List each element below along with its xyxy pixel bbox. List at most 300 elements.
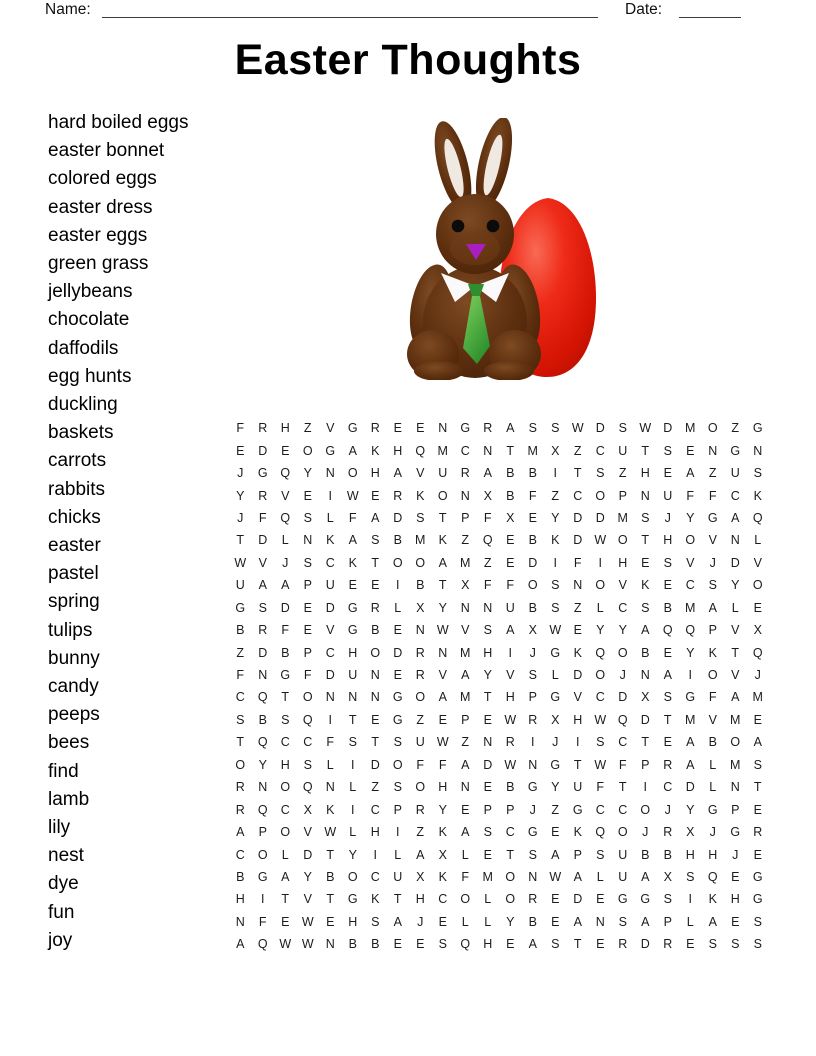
grid-letter: Z [416, 712, 425, 727]
grid-letter: P [303, 645, 312, 660]
grid-letter: I [553, 466, 557, 481]
grid-letter: S [551, 600, 560, 615]
grid-letter: O [347, 466, 358, 481]
grid-letter: Q [302, 780, 313, 795]
grid-letter: A [573, 914, 582, 929]
grid-letter: G [617, 892, 628, 907]
grid-letter: S [753, 937, 762, 952]
grid-letter: S [303, 555, 312, 570]
grid-letter: L [394, 847, 402, 862]
word-list-item: pastel [48, 563, 99, 585]
grid-letter: V [438, 668, 447, 683]
grid-letter: O [617, 645, 628, 660]
grid-letter: Q [302, 712, 313, 727]
grid-letter: S [416, 510, 425, 525]
grid-letter: E [483, 780, 492, 795]
grid-letter: G [752, 421, 763, 436]
grid-letter: D [640, 937, 650, 952]
grid-letter: B [528, 466, 537, 481]
grid-letter: I [688, 892, 692, 907]
grid-letter: V [753, 555, 762, 570]
grid-letter: X [641, 690, 650, 705]
grid-letter: U [618, 847, 628, 862]
grid-letter: S [753, 757, 762, 772]
word-list-item: jellybeans [48, 281, 133, 303]
grid-letter: N [483, 443, 493, 458]
bunny-left-eye [452, 220, 465, 233]
grid-letter: N [438, 645, 448, 660]
grid-letter: H [280, 757, 290, 772]
grid-letter: U [348, 668, 358, 683]
grid-letter: S [528, 847, 537, 862]
grid-letter: P [506, 802, 515, 817]
grid-letter: E [506, 555, 515, 570]
grid-letter: J [529, 802, 536, 817]
grid-letter: S [596, 466, 605, 481]
grid-letter: K [551, 533, 560, 548]
grid-letter: Y [506, 914, 515, 929]
grid-letter: K [438, 869, 447, 884]
grid-letter: S [596, 735, 605, 750]
grid-letter: I [261, 892, 265, 907]
grid-letter: Q [752, 645, 763, 660]
grid-letter: N [730, 533, 740, 548]
grid-letter: F [686, 488, 695, 503]
grid-letter: F [236, 668, 245, 683]
grid-letter: Z [573, 600, 582, 615]
grid-letter: M [460, 645, 471, 660]
grid-letter: T [236, 533, 245, 548]
grid-letter: X [551, 443, 560, 458]
grid-letter: A [258, 578, 267, 593]
grid-letter: B [236, 869, 245, 884]
grid-letter: I [351, 802, 355, 817]
grid-letter: J [642, 825, 649, 840]
word-list-item: easter dress [48, 196, 153, 218]
grid-letter: G [707, 802, 718, 817]
grid-letter: R [460, 466, 470, 481]
grid-letter: V [731, 623, 740, 638]
grid-letter: N [460, 488, 470, 503]
grid-letter: K [573, 645, 582, 660]
grid-letter: E [506, 937, 515, 952]
grid-letter: B [528, 600, 537, 615]
grid-letter: B [528, 914, 537, 929]
grid-letter: I [328, 712, 332, 727]
grid-letter: A [393, 466, 402, 481]
grid-letter: G [347, 421, 358, 436]
grid-letter: M [685, 421, 696, 436]
grid-letter: S [483, 825, 492, 840]
grid-letter: E [753, 847, 762, 862]
grid-letter: N [325, 937, 335, 952]
grid-letter: K [326, 802, 335, 817]
grid-letter: Z [461, 533, 470, 548]
grid-letter: G [730, 825, 741, 840]
grid-letter: U [393, 869, 403, 884]
grid-letter: F [303, 668, 312, 683]
grid-letter: B [348, 937, 357, 952]
grid-letter: G [280, 668, 291, 683]
grid-letter: U [438, 466, 448, 481]
word-list-item: egg hunts [48, 365, 132, 387]
grid-letter: S [348, 735, 357, 750]
grid-letter: O [437, 488, 448, 503]
grid-letter: C [303, 735, 313, 750]
grid-letter: L [461, 847, 469, 862]
grid-letter: S [663, 443, 672, 458]
grid-letter: D [573, 533, 583, 548]
grid-letter: G [257, 869, 268, 884]
grid-letter: E [371, 712, 380, 727]
grid-letter: T [641, 735, 650, 750]
grid-letter: E [281, 443, 290, 458]
grid-letter: P [663, 914, 672, 929]
grid-letter: M [460, 555, 471, 570]
grid-letter: R [483, 421, 493, 436]
grid-letter: T [438, 578, 447, 593]
grid-letter: D [573, 892, 583, 907]
grid-letter: E [438, 914, 447, 929]
grid-letter: V [461, 623, 470, 638]
grid-letter: I [643, 780, 647, 795]
grid-letter: A [686, 735, 695, 750]
grid-letter: Z [708, 466, 717, 481]
grid-letter: L [394, 600, 402, 615]
word-list-item: carrots [48, 450, 107, 472]
grid-letter: N [370, 690, 380, 705]
grid-letter: P [573, 847, 582, 862]
word-list-item: rabbits [48, 478, 106, 500]
grid-letter: Z [461, 735, 470, 750]
grid-letter: U [618, 443, 628, 458]
grid-letter: H [370, 825, 380, 840]
grid-letter: K [573, 825, 582, 840]
grid-letter: N [640, 488, 650, 503]
grid-letter: F [281, 623, 290, 638]
grid-letter: F [528, 488, 537, 503]
grid-letter: I [351, 757, 355, 772]
grid-letter: J [237, 510, 244, 525]
grid-letter: N [753, 443, 763, 458]
grid-letter: Q [595, 645, 606, 660]
grid-letter: M [685, 600, 696, 615]
grid-letter: X [551, 712, 560, 727]
grid-letter: B [393, 533, 402, 548]
word-list-item: baskets [48, 422, 114, 444]
grid-letter: V [708, 533, 717, 548]
grid-letter: N [258, 668, 268, 683]
grid-letter: V [303, 892, 312, 907]
grid-letter: S [618, 914, 627, 929]
grid-letter: E [393, 937, 402, 952]
grid-letter: N [325, 690, 335, 705]
word-list-item: daffodils [48, 337, 119, 359]
grid-letter: E [663, 735, 672, 750]
grid-letter: E [416, 937, 425, 952]
grid-letter: F [461, 869, 470, 884]
grid-letter: U [415, 735, 425, 750]
grid-letter: J [664, 802, 671, 817]
grid-letter: D [325, 600, 335, 615]
grid-letter: N [460, 780, 470, 795]
grid-letter: T [731, 645, 740, 660]
grid-letter: L [686, 914, 694, 929]
grid-letter: E [528, 510, 537, 525]
grid-letter: A [506, 623, 515, 638]
grid-letter: O [595, 668, 606, 683]
grid-letter: W [571, 421, 584, 436]
grid-letter: M [617, 510, 628, 525]
grid-letter: E [461, 802, 470, 817]
grid-letter: B [236, 623, 245, 638]
grid-letter: B [506, 780, 515, 795]
grid-letter: R [370, 600, 380, 615]
grid-letter: P [731, 802, 740, 817]
grid-letter: L [731, 600, 739, 615]
grid-letter: Z [303, 421, 312, 436]
word-list-item: duckling [48, 394, 118, 416]
grid-letter: T [236, 735, 245, 750]
grid-letter: X [686, 825, 695, 840]
grid-letter: L [551, 668, 559, 683]
grid-letter: H [663, 533, 673, 548]
grid-letter: V [258, 555, 267, 570]
grid-letter: E [686, 443, 695, 458]
word-list-item: hard boiled eggs [48, 112, 189, 133]
grid-letter: A [686, 466, 695, 481]
grid-letter: A [731, 510, 740, 525]
grid-letter: H [505, 690, 515, 705]
grid-letter: Q [662, 623, 673, 638]
grid-letter: C [663, 780, 673, 795]
grid-letter: C [280, 735, 290, 750]
grid-letter: T [753, 780, 762, 795]
grid-letter: O [640, 802, 651, 817]
grid-letter: S [393, 735, 402, 750]
grid-letter: Z [371, 780, 380, 795]
grid-letter: H [730, 892, 740, 907]
grid-letter: G [730, 443, 741, 458]
grid-letter: O [392, 757, 403, 772]
grid-letter: R [235, 802, 245, 817]
grid-letter: R [753, 825, 763, 840]
grid-letter: I [373, 847, 377, 862]
grid-letter: K [371, 892, 380, 907]
grid-letter: O [707, 421, 718, 436]
grid-letter: A [348, 443, 357, 458]
grid-letter: B [506, 488, 515, 503]
grid-letter: N [235, 914, 245, 929]
grid-letter: P [641, 757, 650, 772]
grid-letter: L [484, 914, 492, 929]
grid-letter: X [416, 600, 425, 615]
grid-letter: W [504, 712, 517, 727]
grid-letter: Z [483, 555, 492, 570]
grid-letter: X [416, 869, 425, 884]
grid-letter: W [594, 757, 607, 772]
grid-letter: Y [303, 869, 312, 884]
grid-letter: N [483, 735, 493, 750]
grid-letter: F [483, 578, 492, 593]
grid-letter: Y [551, 780, 560, 795]
grid-letter: E [641, 555, 650, 570]
grid-letter: Y [731, 578, 740, 593]
grid-letter: T [663, 712, 672, 727]
grid-letter: H [438, 780, 448, 795]
word-list-item: find [48, 760, 79, 782]
grid-letter: R [618, 937, 628, 952]
grid-letter: N [528, 869, 538, 884]
grid-letter: L [326, 757, 334, 772]
grid-letter: O [595, 578, 606, 593]
grid-letter: C [460, 443, 470, 458]
grid-letter: I [553, 555, 557, 570]
grid-letter: Q [257, 937, 268, 952]
grid-letter: H [573, 712, 583, 727]
grid-letter: N [573, 578, 583, 593]
grid-letter: K [438, 533, 447, 548]
grid-letter: E [551, 892, 560, 907]
grid-letter: O [280, 825, 291, 840]
grid-letter: X [438, 847, 447, 862]
grid-letter: Q [257, 735, 268, 750]
chocolate-bunny-egg-illustration [395, 118, 600, 380]
grid-letter: G [707, 510, 718, 525]
grid-letter: Z [236, 645, 245, 660]
grid-letter: W [346, 488, 359, 503]
grid-letter: D [573, 668, 583, 683]
grid-letter: T [371, 555, 380, 570]
grid-letter: A [281, 869, 290, 884]
grid-letter: H [483, 645, 493, 660]
grid-letter: H [483, 937, 493, 952]
grid-letter: D [640, 712, 650, 727]
grid-letter: T [326, 847, 335, 862]
grid-letter: C [685, 578, 695, 593]
grid-letter: E [393, 668, 402, 683]
grid-letter: D [258, 533, 268, 548]
grid-letter: B [663, 600, 672, 615]
grid-letter: N [460, 600, 470, 615]
grid-letter: T [641, 443, 650, 458]
grid-letter: B [708, 735, 717, 750]
word-list-item: colored eggs [48, 168, 157, 190]
grid-letter: L [709, 780, 717, 795]
grid-letter: P [708, 623, 717, 638]
grid-letter: A [708, 600, 717, 615]
word-list-item: fun [48, 901, 75, 923]
grid-letter: A [663, 668, 672, 683]
grid-letter: G [640, 892, 651, 907]
grid-letter: R [393, 488, 403, 503]
word-list-item: dye [48, 873, 79, 895]
grid-letter: C [370, 869, 380, 884]
grid-letter: Y [596, 623, 605, 638]
grid-letter: O [257, 847, 268, 862]
grid-letter: T [483, 690, 492, 705]
grid-letter: L [461, 914, 469, 929]
grid-letter: T [573, 757, 582, 772]
grid-letter: E [753, 600, 762, 615]
grid-letter: H [280, 421, 290, 436]
grid-letter: J [529, 645, 536, 660]
grid-letter: R [258, 421, 268, 436]
grid-letter: G [550, 757, 561, 772]
grid-letter: O [707, 668, 718, 683]
grid-letter: U [618, 869, 628, 884]
word-list-item: tulips [48, 619, 93, 641]
grid-letter: W [279, 937, 292, 952]
grid-letter: V [708, 712, 717, 727]
grid-letter: E [663, 466, 672, 481]
grid-letter: G [257, 466, 268, 481]
grid-letter: U [573, 780, 583, 795]
grid-letter: O [280, 780, 291, 795]
grid-letter: A [708, 914, 717, 929]
grid-letter: N [595, 914, 605, 929]
grid-letter: C [618, 802, 628, 817]
grid-letter: D [528, 555, 538, 570]
grid-letter: N [258, 780, 268, 795]
grid-letter: A [753, 735, 762, 750]
grid-letter: A [641, 914, 650, 929]
grid-letter: S [753, 466, 762, 481]
page-title: Easter Thoughts [234, 36, 582, 84]
grid-letter: Y [348, 847, 357, 862]
grid-letter: S [708, 937, 717, 952]
grid-letter: G [685, 690, 696, 705]
grid-letter: I [328, 488, 332, 503]
grid-letter: H [708, 847, 718, 862]
word-list-item: easter [48, 535, 101, 557]
grid-letter: E [731, 869, 740, 884]
grid-letter: Q [257, 690, 268, 705]
grid-letter: V [618, 578, 627, 593]
grid-letter: W [301, 914, 314, 929]
grid-letter: A [371, 510, 380, 525]
grid-letter: C [235, 847, 245, 862]
grid-letter: Z [551, 802, 560, 817]
word-list-item: peeps [48, 704, 100, 726]
grid-letter: I [576, 735, 580, 750]
grid-letter: D [258, 645, 268, 660]
grid-letter: W [504, 757, 517, 772]
grid-letter: K [438, 825, 447, 840]
grid-letter: S [641, 510, 650, 525]
grid-letter: S [753, 914, 762, 929]
word-list-item: chocolate [48, 309, 130, 331]
grid-letter: Y [686, 510, 695, 525]
grid-letter: E [438, 712, 447, 727]
grid-letter: S [596, 847, 605, 862]
grid-letter: S [551, 421, 560, 436]
grid-letter: U [730, 466, 740, 481]
grid-letter: R [235, 780, 245, 795]
grid-letter: Z [416, 825, 425, 840]
grid-letter: B [641, 645, 650, 660]
grid-letter: E [416, 421, 425, 436]
grid-letter: V [281, 488, 290, 503]
grid-letter: S [551, 578, 560, 593]
grid-letter: L [709, 757, 717, 772]
grid-letter: G [392, 690, 403, 705]
grid-letter: D [573, 510, 583, 525]
letter-grid [229, 417, 769, 956]
grid-letter: F [258, 914, 267, 929]
grid-letter: M [730, 712, 741, 727]
grid-letter: Q [257, 802, 268, 817]
